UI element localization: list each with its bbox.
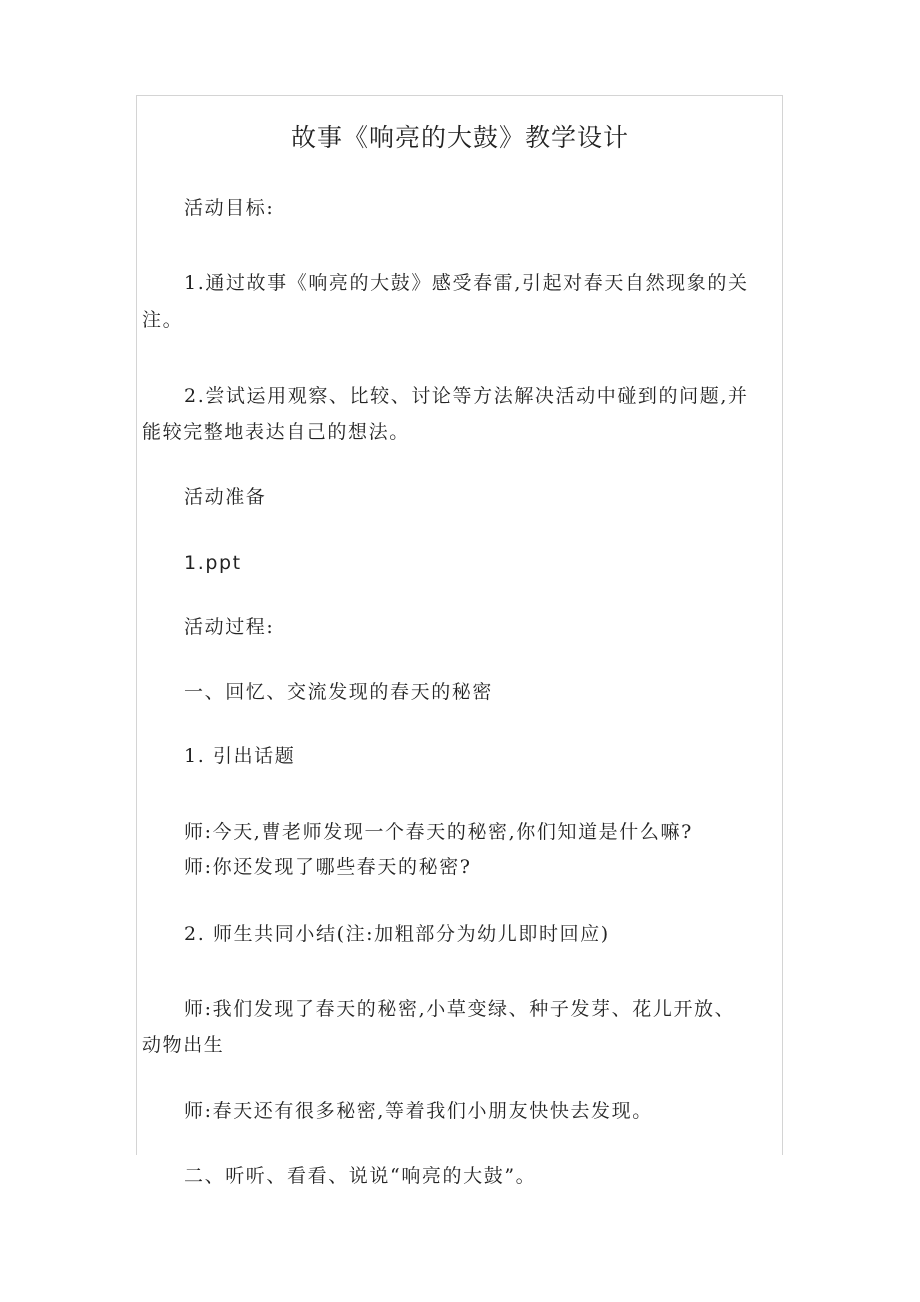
teacher-line-1: 师:今天,曹老师发现一个春天的秘密,你们知道是什么嘛? [184,821,693,843]
document-title: 故事《响亮的大鼓》教学设计 [290,123,629,152]
goal-1-line-1: 1.通过故事《响亮的大鼓》感受春雷,引起对春天自然现象的关 [184,272,749,294]
step-1-heading: 1. 引出话题 [184,745,296,767]
teacher-summary-line-2: 动物出生 [142,1034,225,1056]
goal-2-line-1: 2.尝试运用观察、比较、讨论等方法解决活动中碰到的问题,并 [184,385,749,407]
preparation-item-1: 1.ppt [184,552,242,574]
teacher-summary-line-1: 师:我们发现了春天的秘密,小草变绿、种子发芽、花儿开放、 [184,998,736,1020]
heading-activity-preparation: 活动准备 [184,486,267,508]
section-1-heading: 一、回忆、交流发现的春天的秘密 [184,681,494,703]
teacher-line-3: 师:春天还有很多秘密,等着我们小朋友快快去发现。 [184,1100,653,1122]
heading-activity-process: 活动过程: [184,616,275,638]
step-2-heading: 2. 师生共同小结(注:加粗部分为幼儿即时回应) [184,923,610,945]
teacher-line-2: 师:你还发现了哪些春天的秘密? [184,856,472,878]
section-2-heading: 二、听听、看看、说说“响亮的大鼓”。 [184,1165,537,1187]
goal-2-line-2: 能较完整地表达自己的想法。 [142,421,410,443]
heading-activity-goals: 活动目标: [184,197,275,219]
goal-1-line-2: 注。 [142,309,184,331]
